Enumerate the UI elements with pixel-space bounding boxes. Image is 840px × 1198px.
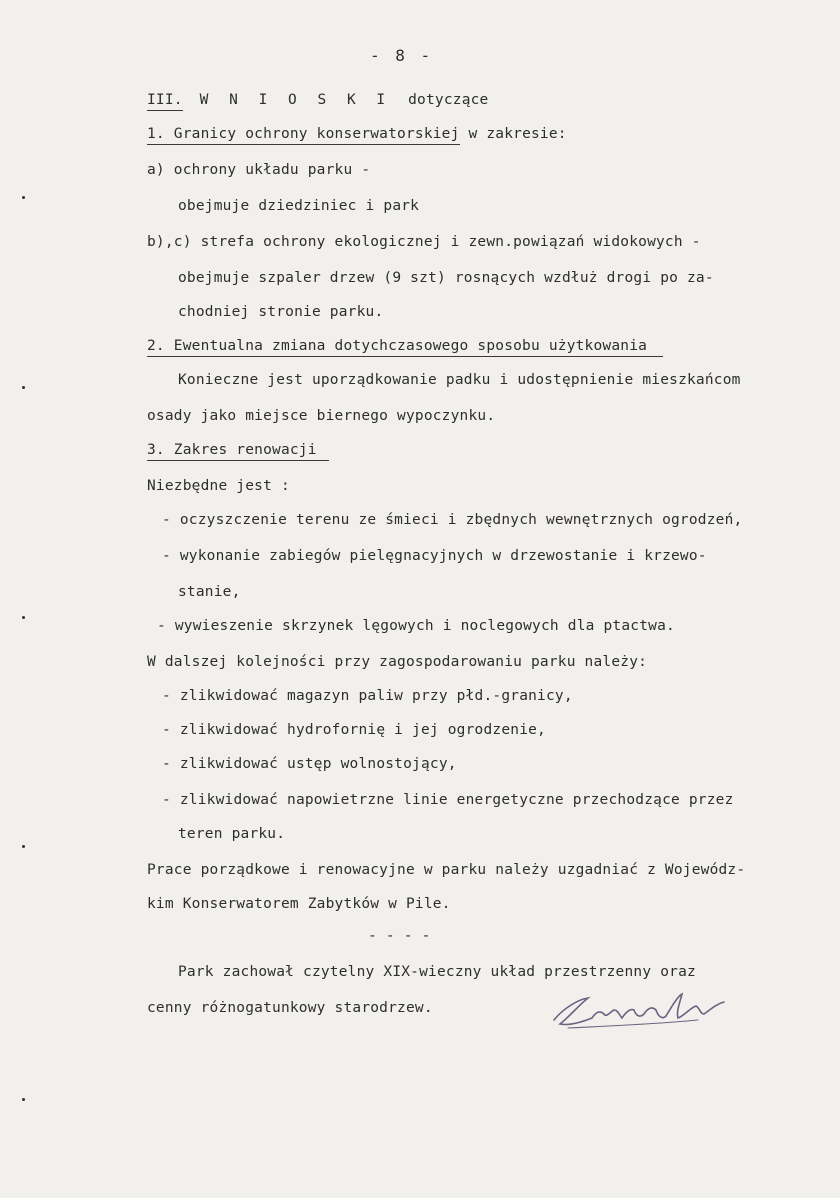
s1-title-line <box>147 124 567 144</box>
s1-b-line3: chodniej stronie parku. <box>178 304 384 320</box>
section-heading <box>147 90 488 110</box>
s1-b-line1: b),c) strefa ochrony ekologicznej i zewn.powiązań widokowych - <box>147 234 701 250</box>
s3-item2-line2: stanie, <box>178 584 241 600</box>
s3-f4-line2: teren parku. <box>178 826 286 842</box>
s3-intro: Niezbędne jest : <box>147 478 290 494</box>
s2-line1: Konieczne jest uporządkowanie padku i udostępnienie mieszkańcom <box>178 372 741 388</box>
heading-rest: dotyczące <box>408 92 489 108</box>
s3-further: W dalszej kolejności przy zagospodarowaniu parku należy: <box>147 654 648 670</box>
s2-line2: osady jako miejsce biernego wypoczynku. <box>147 408 496 424</box>
closing-line1: Park zachował czytelny XIX-wieczny układ przestrzenny oraz <box>178 964 696 980</box>
margin-dot <box>22 1098 25 1101</box>
s3-title: 3. Zakres renowacji <box>147 442 329 461</box>
closing-line2: cenny różnogatunkowy starodrzew. <box>147 1000 433 1016</box>
s3-f4-line1: - zlikwidować napowietrzne linie energetyczne przechodzące przez <box>162 792 734 808</box>
prace-line1: Prace porządkowe i renowacyjne w parku należy uzgadniać z Wojewódz- <box>147 862 746 878</box>
prace-line2: kim Konserwatorem Zabytków w Pile. <box>147 896 451 912</box>
margin-dot <box>22 386 25 389</box>
s3-title-line <box>147 440 329 460</box>
s1-a-line1: a) ochrony układu parku - <box>147 162 371 178</box>
heading-section-number: III. <box>147 92 183 111</box>
s1-title: 1. Granicy ochrony konserwatorskiej <box>147 126 460 145</box>
s2-title-line <box>147 336 663 356</box>
page-number: - 8 - <box>370 46 434 65</box>
margin-dot <box>22 616 25 619</box>
handwritten-signature <box>548 986 768 1036</box>
s3-item2-line1: - wykonanie zabiegów pielęgnacyjnych w drzewostanie i krzewo- <box>162 548 707 564</box>
s3-item1: - oczyszczenie terenu ze śmieci i zbędnych wewnętrznych ogrodzeń, <box>162 512 743 528</box>
s2-title: 2. Ewentualna zmiana dotychczasowego sposobu użytkowania <box>147 338 663 357</box>
margin-dot <box>22 845 25 848</box>
s1-title-suffix: w zakresie: <box>468 126 567 142</box>
heading-word: W N I O S K I <box>199 92 392 108</box>
s1-a-line2: obejmuje dziedziniec i park <box>178 198 420 214</box>
s3-item3: - wywieszenie skrzynek lęgowych i noclegowych dla ptactwa. <box>157 618 675 634</box>
margin-dot <box>22 196 25 199</box>
s3-f3: - zlikwidować ustęp wolnostojący, <box>162 756 457 772</box>
s3-f1: - zlikwidować magazyn paliw przy płd.-granicy, <box>162 688 573 704</box>
separator: - - - - <box>368 928 431 944</box>
s1-b-line2: obejmuje szpaler drzew (9 szt) rosnących wzdłuż drogi po za- <box>178 270 714 286</box>
s3-f2: - zlikwidować hydrofornię i jej ogrodzenie, <box>162 722 546 738</box>
